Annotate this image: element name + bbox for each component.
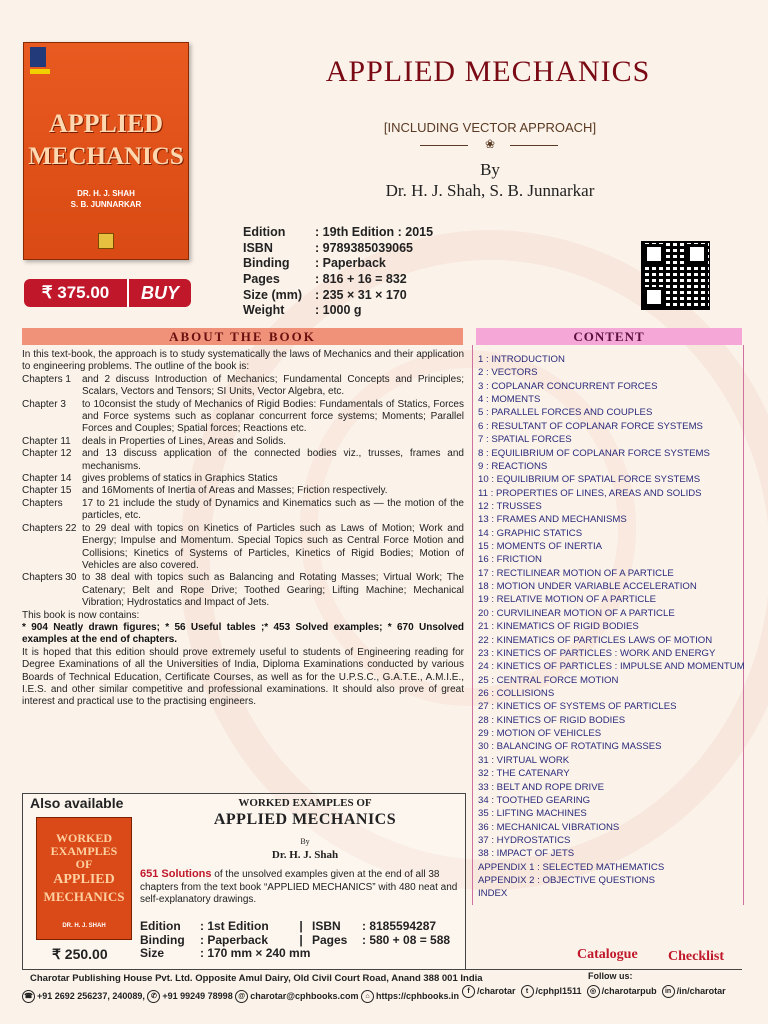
twitter-icon: t xyxy=(521,985,534,998)
worked-examples-author: Dr. H. J. Shah xyxy=(271,849,339,861)
about-intro: In this text-book, the approach is to study systematically the laws of Mechanics and their application to engineering problems. The outline of the book is: xyxy=(22,349,464,373)
chapter-summary: Chapters 22 to 29 deal with topics on Kinetics of Particles such as Laws of Motion; Work and Energy; Impulse and Momentum. Special Topics such as Central Force Motion and Collisions; Kinetics of Systems of Particles, Kinetics of Rigid Bodies; Motion of Vehicles are also covered. xyxy=(22,522,464,571)
book-highlights: * 904 Neatly drawn figures; * 56 Useful tables ;* 453 Solved examples; * 670 Unsolved examples at the end of chapters. xyxy=(22,621,464,646)
facebook-icon: f xyxy=(462,985,475,998)
content-item: 13 : FRAMES AND MECHANISMS xyxy=(478,514,627,526)
facebook-link[interactable]: /charotar xyxy=(477,985,516,996)
worked-examples-subtitle: WORKED EXAMPLES OF xyxy=(238,797,372,809)
content-list xyxy=(478,353,745,901)
content-item: 5 : PARALLEL FORCES AND COUPLES xyxy=(478,407,653,419)
content-item: 38 : IMPACT OF JETS xyxy=(478,848,575,860)
chapter-summary: Chapters 1 and 2 discuss Introduction of Mechanics; Fundamental Concepts and Principles; Scalars, Vectors and Tensors; SI Units, Vector Algebra, etc. xyxy=(22,373,464,398)
email-text[interactable]: charotar@cphbooks.com xyxy=(250,990,359,1001)
content-item: 21 : KINEMATICS OF RIGID BODIES xyxy=(478,621,639,633)
cover-strip xyxy=(30,69,50,74)
price-tag: ₹ 375.00 xyxy=(24,279,127,307)
content-item: 11 : PROPERTIES OF LINES, AREAS AND SOLIDS xyxy=(478,487,702,499)
publisher-address: Charotar Publishing House Pvt. Ltd. Opposite Amul Dairy, Old Civil Court Road, Anand 388 001 India xyxy=(30,973,483,984)
spec-row: Edition : 19th Edition : 2015 xyxy=(243,225,434,239)
contains-label: This book is now contains: xyxy=(22,609,140,621)
content-item: 33 : BELT AND ROPE DRIVE xyxy=(478,781,605,793)
book-authors: Dr. H. J. Shah, S. B. Junnarkar xyxy=(385,181,595,200)
content-item: 8 : EQUILIBRIUM OF COPLANAR FORCE SYSTEMS xyxy=(478,447,710,459)
about-text xyxy=(22,349,464,709)
instagram-icon: ◎ xyxy=(587,985,600,998)
content-item: APPENDIX 2 : OBJECTIVE QUESTIONS xyxy=(478,875,655,887)
ornament-icon: ❀ xyxy=(484,137,496,151)
chapter-summary: Chapter 11 deals in Properties of Lines, Areas and Solids. xyxy=(22,435,287,447)
wcover-line: MECHANICS xyxy=(43,889,125,904)
worked-examples-price: ₹ 250.00 xyxy=(52,946,108,962)
divider-left xyxy=(420,145,468,146)
social-links xyxy=(462,985,726,998)
whatsapp-text[interactable]: +91 99249 78998 xyxy=(162,990,233,1001)
follow-label: Follow us: xyxy=(588,971,633,981)
content-item: 10 : EQUILIBRIUM OF SPATIAL FORCE SYSTEMS xyxy=(478,474,701,486)
instagram-link[interactable]: /charotarpub xyxy=(601,985,657,996)
worked-examples-specs xyxy=(140,920,450,961)
qr-corner xyxy=(644,244,664,264)
content-item: 27 : KINETICS OF SYSTEMS OF PARTICLES xyxy=(478,701,677,713)
qr-corner xyxy=(644,287,664,307)
content-item: 4 : MOMENTS xyxy=(478,394,541,406)
content-item: 35 : LIFTING MACHINES xyxy=(478,808,587,820)
wspec-row: Edition : 1st Edition | ISBN : 8185594287 xyxy=(140,919,437,933)
website-link[interactable]: https://cphbooks.in xyxy=(376,990,460,1001)
book-title: APPLIED MECHANICS xyxy=(325,55,651,88)
content-item: 19 : RELATIVE MOTION OF A PARTICLE xyxy=(478,594,657,606)
content-item: APPENDIX 1 : SELECTED MATHEMATICS xyxy=(478,861,665,873)
book-specs xyxy=(243,225,433,319)
twitter-link[interactable]: /cphpl1511 xyxy=(535,985,582,996)
also-available-label: Also available xyxy=(30,795,124,811)
content-item: 3 : COPLANAR CONCURRENT FORCES xyxy=(478,380,658,392)
worked-examples-title: APPLIED MECHANICS xyxy=(213,811,397,828)
footer-divider xyxy=(22,969,742,970)
chapter-summary: Chapter 14 gives problems of statics in Graphics Statics xyxy=(22,473,278,485)
catalogue-link[interactable]: Catalogue xyxy=(577,947,638,962)
cover-title-line-2: MECHANICS xyxy=(28,143,184,170)
qr-code-icon[interactable] xyxy=(641,241,710,310)
qr-corner xyxy=(687,244,707,264)
cover-title-line-1: APPLIED xyxy=(48,109,164,138)
content-item: 37 : HYDROSTATICS xyxy=(478,834,571,846)
wcover-line: APPLIED xyxy=(53,872,115,887)
chapter-summary: Chapter 12 and 13 discuss application of the connected bodies viz., trusses, frames and mechanisms. xyxy=(22,448,464,472)
content-item: 6 : RESULTANT OF COPLANAR FORCE SYSTEMS xyxy=(478,420,703,432)
chapter-summary: Chapter 15 and 16Moments of Inertia of Areas and Masses; Friction respectively. xyxy=(22,485,388,497)
publisher-logo xyxy=(30,47,46,67)
content-item: 34 : TOOTHED GEARING xyxy=(478,794,591,806)
content-item: 18 : MOTION UNDER VARIABLE ACCELERATION xyxy=(478,581,697,593)
spec-row: Size (mm) : 235 × 31 × 170 xyxy=(243,287,407,302)
book-cover[interactable] xyxy=(23,42,189,260)
chapter-summary: Chapter 3 to 10consist the study of Mechanics of Rigid Bodies: Fundamentals of Statics, Forces and Force systems such as coplanar concurrent force systems; Moments; Parallel Forces and Couples; Spatial forces; Reactions etc. xyxy=(22,398,464,435)
content-item: 16 : FRICTION xyxy=(478,554,542,566)
worked-examples-description: 651 Solutions of the unsolved examples given at the end of all 38 chapters from the text book “APPLIED MECHANICS” with 480 neat and self-explanatory drawings. xyxy=(140,868,458,905)
email-icon: @ xyxy=(235,990,248,1003)
content-item: 15 : MOMENTS OF INERTIA xyxy=(478,541,603,553)
content-item: 31 : VIRTUAL WORK xyxy=(478,754,570,766)
spec-row: ISBN : 9789385039065 xyxy=(243,240,414,255)
content-item: 14 : GRAPHIC STATICS xyxy=(478,527,583,539)
divider-right xyxy=(510,145,558,146)
content-item: 26 : COLLISIONS xyxy=(478,687,555,699)
content-item: 1 : INTRODUCTION xyxy=(478,354,565,365)
cover-publisher-mark xyxy=(98,233,114,249)
wcover-author: DR. H. J. SHAH xyxy=(62,923,106,929)
content-item: 9 : REACTIONS xyxy=(478,460,548,472)
worked-examples-by: By xyxy=(300,837,310,846)
chapter-summary: Chapters 30 to 38 deal with topics such as Balancing and Rotating Masses; Virtual Work; The Catenary; Belt and Rope Drive; Toothed Gearing; Lifting Machine; Mechanical Vibration; Hydrostatics and Impact of Jets. xyxy=(22,572,464,609)
linkedin-link[interactable]: /in/charotar xyxy=(676,985,726,996)
contact-info xyxy=(22,990,459,1003)
content-item: 7 : SPATIAL FORCES xyxy=(478,434,572,446)
content-item: 2 : VECTORS xyxy=(478,367,538,379)
chapter-summary: Chapters 17 to 21 include the study of Dynamics and Kinematics such as — the motion of the particles, etc. xyxy=(22,497,464,522)
phone-icon: ☎ xyxy=(22,990,35,1003)
about-closing: It is hoped that this edition should prove extremely useful to students of Engineering reading for Degree Examinations of all the Universities of India, Diploma Examinations conducted by various Boards of Technical Education, Certificate Courses, as well as for the U.P.S.C., G.A.T.E., A.M.I.E., I.E.S. and other similar competitive and professional examinations. It should also prove of great interest and practical use to the practising engineers. xyxy=(22,646,464,708)
wspec-row: Size : 170 mm × 240 mm xyxy=(140,946,311,960)
content-item: 30 : BALANCING OF ROTATING MASSES xyxy=(478,741,662,753)
cover-author-1: DR. H. J. SHAH xyxy=(77,189,135,198)
content-item: 32 : THE CATENARY xyxy=(478,768,570,780)
content-item: 23 : KINETICS OF PARTICLES : WORK AND ENERGY xyxy=(478,647,716,659)
buy-button[interactable]: BUY xyxy=(127,279,191,307)
content-item: 22 : KINEMATICS OF PARTICLES LAWS OF MOTION xyxy=(478,634,713,646)
linkedin-icon: in xyxy=(662,985,675,998)
worked-examples-cover[interactable] xyxy=(36,817,132,940)
wcover-line: OF xyxy=(75,857,93,871)
content-item: 12 : TRUSSES xyxy=(478,500,542,512)
spec-row: Pages : 816 + 16 = 832 xyxy=(243,272,407,287)
content-item: 29 : MOTION OF VEHICLES xyxy=(478,728,602,740)
web-icon: ⌂ xyxy=(361,990,374,1003)
content-item: 17 : RECTILINEAR MOTION OF A PARTICLE xyxy=(478,567,674,579)
wcover-line: WORKED xyxy=(55,831,112,845)
content-heading: CONTENT xyxy=(476,328,742,345)
content-item: 36 : MECHANICAL VIBRATIONS xyxy=(478,821,620,833)
cover-author-2: S. B. JUNNARKAR xyxy=(70,200,142,209)
checklist-link[interactable]: Checklist xyxy=(668,949,724,964)
content-item: INDEX xyxy=(478,888,508,900)
wspec-row: Binding : Paperback | Pages : 580 + 08 = 588 xyxy=(140,932,451,947)
content-item: 20 : CURVILINEAR MOTION OF A PARTICLE xyxy=(478,607,675,619)
book-subtitle: [INCLUDING VECTOR APPROACH] xyxy=(383,120,597,135)
spec-row: Binding : Paperback xyxy=(243,256,386,271)
whatsapp-icon: ✆ xyxy=(147,990,160,1003)
wcover-line: EXAMPLES xyxy=(50,844,118,858)
about-heading: ABOUT THE BOOK xyxy=(22,328,463,345)
spec-row: Weight : 1000 g xyxy=(243,303,362,318)
content-item: 28 : KINETICS OF RIGID BODIES xyxy=(478,714,626,726)
content-item: 25 : CENTRAL FORCE MOTION xyxy=(478,674,619,686)
content-item: 24 : KINETICS OF PARTICLES : IMPULSE AND MOMENTUM xyxy=(478,661,745,673)
by-label: By xyxy=(480,160,500,179)
phone-text[interactable]: +91 2692 256237, 240089, xyxy=(37,990,145,1001)
